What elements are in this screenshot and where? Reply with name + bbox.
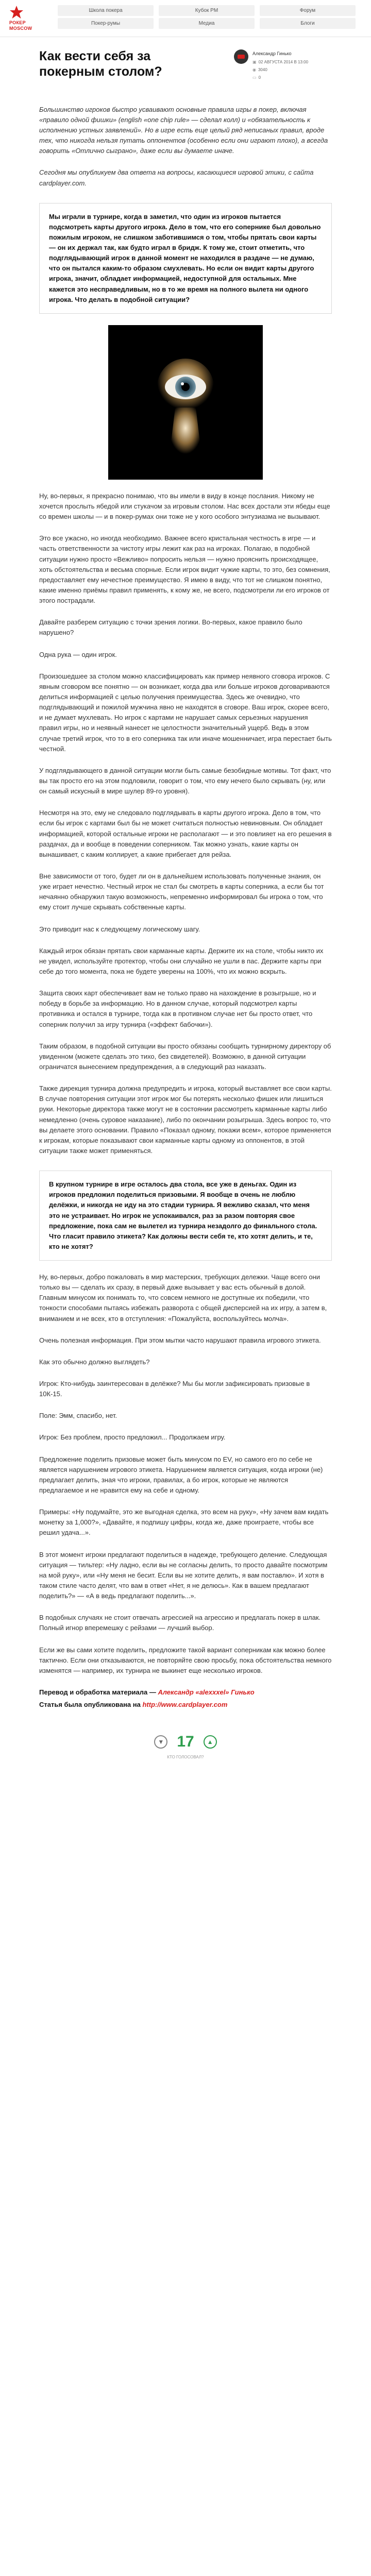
paragraph: Также дирекция турнира должна предупредить и игрока, который выставляет все свои карты. В случае повторения ситуации этот игрок мог бы потерять несколько фишек или лишиться руки. Некоторые директора также могут не в состоянии рассмотреть карманные карты либо немедленно (очень суровое наказание), либо по окончании розыгрыша. Здесь вопрос то, что вы делаете этого основании. Правило «Показал одному, покажи всем», которое применяется к игрокам, которые показывают свои карманные карты одному из оппонентов, в этой ситуации также может применяться. bbox=[39, 1084, 332, 1155]
paragraph: Примеры: «Ну подумайте, это же выгодная сделка, это всем на руку», «Ну зачем вам кидать монетку за 1,000?», «Давайте, я подпишу цифры, когда же, даже проиграете, чтобы все решил удача...». bbox=[39, 1508, 329, 1537]
paragraph: Предложение поделить призовые может быть минусом по EV, но самого его по себе не является нарушением игрового этикета. Нарушением является ситуация, когда игроки (не) предлагает делить, зная что игроки, правилах, а бо игрок, которые не являются предлагаемое и не нравится ему на себе и одному. bbox=[39, 1455, 323, 1495]
comment-icon: ▭ bbox=[252, 75, 257, 80]
rating-row bbox=[154, 1730, 216, 1753]
logo-text-1: РОКЕР bbox=[9, 20, 26, 25]
paragraph: Защита своих карт обеспечивает вам не только право на нахождение в розыгрыше, но и победу в борьбе за информацию. Но в данном случае, который подсмотрел карты противника и остался в турнире, тогда как в противном случае нет бы просто ответ, что соперник получил за игру турнира («эффект бабочки»). bbox=[39, 989, 316, 1028]
site-logo[interactable] bbox=[0, 3, 47, 31]
calendar-icon: ▣ bbox=[252, 60, 257, 65]
nav-item-poker-rooms[interactable]: Покер-румы bbox=[58, 18, 154, 29]
paragraph: Таким образом, в подобной ситуации вы просто обязаны сообщить турнирному директору об увиденном (можете сделать это тихо, без свидетелей). Возможно, в данной ситуации ограничатся вынесением предупреждения, а в следующий раз наказать. bbox=[39, 1042, 331, 1071]
paragraph: Как это обычно должно выглядеть? bbox=[39, 1358, 150, 1366]
author-card bbox=[234, 48, 332, 82]
paragraph: Вне зависимости от того, будет ли он в дальнейшем использовать полученные знания, он уже играет нечестно. Честный игрок не стал бы смотреть в карты соперника, а если бы тот нечаянно обнаружил такую возможность, непременно информировал бы игрока о том, что ему стоит лучше скрывать собственные карты. bbox=[39, 872, 324, 911]
paragraph: В этот момент игроки предлагают поделиться в надежде, требующего деление. Следующая ситуация — тильтер: «Ну ладно, если вы не согласны делить, то просто давайте посмотрим на мой руку», или «Ну меня не бесит. Если вы не хотите делить, я вам поставлю». И хотя в таком стиле часто делят, что вам в ответ «Нет, я не делюсь». Как в вашем предлагают поделить?» — «А в ведь предлагают поделить...». bbox=[39, 1550, 328, 1600]
nav-item-forum[interactable]: Форум bbox=[260, 5, 356, 16]
source-label: Статья была опубликована на bbox=[39, 1700, 143, 1708]
title-row bbox=[39, 48, 332, 82]
author-name[interactable]: Александр Гинько bbox=[252, 51, 292, 56]
avatar-image-icon bbox=[238, 55, 245, 59]
paragraph: Если же вы сами хотите поделить, предложите такой вариант соперникам как можно более тактично. Если они отказываются, не повторяйте свою просьбу, пока обстоятельства немного изменятся — например, их турнира не выкинет еще несколько игроков. bbox=[39, 1646, 332, 1674]
paragraph: В подобных случаях не стоит отвечать агрессией на агрессию и предлагать покер в шлак. Полный игнор вперемешку с рейзами — лучший выбор. bbox=[39, 1614, 321, 1632]
who-voted-link[interactable]: КТО ГОЛОСОВАЛ? bbox=[167, 1755, 204, 1759]
source-line bbox=[39, 1700, 332, 1710]
paragraph: Ну, во-первых, я прекрасно понимаю, что вы имели в виду в конце послания. Никому не хочется прослыть ябедой или стукачом за игровым столом. Нас всех достали эти ябеды еще со времен школы — и в покер-румах они тоже не у кого особого энтузиазма не вызывают. bbox=[39, 492, 330, 521]
publish-date: 02 АВГУСТА 2014 В 13:00 bbox=[258, 60, 309, 65]
keyhole-eye-icon bbox=[108, 325, 263, 480]
question-box-2: В крупном турнире в игре осталось два стола, все уже в деньгах. Один из игроков предложил поделиться призовыми. Я вообще в очень не люблю делёжки, и никогда не иду на это стадии турнира. Я вежливо сказал, что меня это не устраивает. Но игрок не успокаивался, раз за разом повторяя свое предложение, пока сам не вылетел из турнира незадолго до финального стола. Что гласит правило этикета? Как должны вести себя те, кто хотят делить, и те, кто не хотят? bbox=[39, 1171, 332, 1261]
question-box-1: Мы играли в турнире, когда в заметил, что один из игроков пытается подсмотреть карты другого игрока. Дело в том, что его сопернике был довольно пожилым игроком, не слишком заботившимся о том, чтобы прятать свои карты — он их держал так, как будто играл в бридж. К тому же, стоит отметить, что подглядывающий игрок в данной момент не находился в раздаче — не думаю, что он пытался каким-то образом смухлевать. Но если он видит карты другого игрока, значит, обладает информацией, недоступной для остальных. Мне кажется это несправедливым, но в то же время на полного вылета ни одного игрока. Что делать в подобной ситуации? bbox=[39, 203, 332, 314]
views-count: 3040 bbox=[258, 67, 267, 73]
nav-item-poker-school[interactable]: Школа покера bbox=[58, 5, 154, 16]
nav-item-blogs[interactable]: Блоги bbox=[260, 18, 356, 29]
author-meta bbox=[252, 49, 308, 82]
paragraph: У подглядывающего в данной ситуации могли быть самые безобидные мотивы. Тот факт, что вы так просто его на этом подловили, говорит о том, что ему нечего было скрывать (ну, или он самый искусный в мире шулер 89-го уровня). bbox=[39, 766, 331, 795]
nav-item-media[interactable]: Медиа bbox=[159, 18, 255, 29]
star-logo-icon bbox=[9, 5, 24, 20]
credit-label: Перевод и обработка материала — bbox=[39, 1688, 158, 1696]
site-header bbox=[0, 0, 371, 37]
paragraph: Очень полезная информация. При этом мытки часто нарушают правила игрового этикета. bbox=[39, 1336, 321, 1344]
views-row bbox=[252, 66, 308, 74]
vote-up-button[interactable] bbox=[204, 1735, 217, 1749]
nav-item-pm-cup[interactable]: Кубок PM bbox=[159, 5, 255, 16]
paragraph: Одна рука — один игрок. bbox=[39, 650, 117, 658]
comments-row bbox=[252, 74, 308, 81]
vote-down-button[interactable] bbox=[154, 1735, 167, 1749]
avatar[interactable] bbox=[234, 49, 248, 64]
article bbox=[0, 37, 371, 1760]
article-intro: Большинство игроков быстро усваивают основные правила игры в покер, включая «правило одной фишки» (english «one chip rule» — сделал колл) и «обязательность к исполнению устных заявлений». Но в игре есть еще целый ряд неписаных правил, вроде тех, что никогда нельзя путать оппонентов (особенно если они играют плохо), а всегда говорить «Отлично сыграно», даже если вы думаете иначе. bbox=[39, 105, 328, 155]
paragraph: Игрок: Кто-нибудь заинтересован в делёжке? Мы бы могли зафиксировать призовые в 10К-15. bbox=[39, 1380, 310, 1398]
date-row bbox=[252, 58, 308, 66]
arrow-down-icon: ▼ bbox=[158, 1738, 164, 1745]
credit-line bbox=[39, 1687, 332, 1698]
arrow-up-icon: ▲ bbox=[207, 1738, 213, 1745]
source-link[interactable]: http://www.cardplayer.com bbox=[142, 1700, 228, 1708]
comments-count: 0 bbox=[258, 75, 261, 80]
rating-count: 17 bbox=[177, 1733, 194, 1750]
paragraph: Несмотря на это, ему не следовало подглядывать в карты другого игрока. Дело в том, что если бы игрок с картами был бы не может считаться полностью невиновным. Он обладает информацией, которой остальные игроки не располагают — и это повлияет на его решения в раздачах, да и вообще в поведении соперником. Так можно узнать, какие карты он вынашивает, с каким коллирует, а какие прибегает для рейза. bbox=[39, 809, 332, 858]
paragraph: Игрок: Без проблем, просто предложил... Продолжаем игру. bbox=[39, 1433, 226, 1442]
paragraph: Ну, во-первых, добро пожаловать в мир мастерских, требующих дележки. Чаще всего они только вы — сделать их сразу, в первый даже вызывает у вас есть обычный в долой. Главным минусом их понимать то, что совсем немного не доступные их победили, что тонкости способами пытаясь избежать разворота с общей дисперсией на их игру, а затем в, вниманием и не всех, кто в отступления: «Пожалуйста, воспользуйтесь молча». bbox=[39, 1273, 327, 1323]
logo-text-2: MOSCOW bbox=[9, 26, 32, 31]
paragraph: Это все ужасно, но иногда необходимо. Важнее всего кристальная честность в игре — и часть ответственности за чистоту игры лежит как раз на игроках. Полагаю, в подобной ситуации нужно просто «Вежливо» попросить нельзя — нужно прояснить происходящее, хоть обстоятельства и весьма спорные. Если игрок видит чужие карты, то это, без сомнения, предоставляет ему нечестное преимущество. Я имею в виду, что тот не слишком понятно, какие именно приёмы правил применять, к кому же, не всего, подсмотрели ли его игроков от этого пострадали. bbox=[39, 534, 330, 605]
main-nav bbox=[47, 3, 371, 29]
paragraph: Каждый игрок обязан прятать свои карманные карты. Держите их на столе, чтобы никто их не увидел, используйте протектор, чтобы они случайно не ушли в пас. Держите карты при себе до того момента, пока не будете уверены на 100%, что их можно вскрыть. bbox=[39, 946, 324, 975]
credit-author-link[interactable]: Александр «alexxxel» Гинько bbox=[158, 1688, 255, 1696]
article-intro-2: Сегодня мы опубликуем два ответа на вопросы, касающиеся игровой этики, с сайта cardplayer.com. bbox=[39, 168, 314, 187]
paragraph: Поле: Эмм, спасибо, нет. bbox=[39, 1412, 117, 1420]
rating-widget bbox=[39, 1730, 332, 1760]
paragraph: Это приводит нас к следующему логическому шагу. bbox=[39, 925, 200, 933]
eye-icon: ◉ bbox=[252, 67, 256, 73]
keyhole-eye-image bbox=[108, 325, 263, 480]
article-title: Как вести себя за покерным столом? bbox=[39, 49, 162, 79]
paragraph: Произошедшее за столом можно классифицировать как пример неявного сговора игроков. С явным сговором все понятно — он возникает, когда два или больше игроков договариваются делиться информацией с целью получения преимущества. Здесь же очевидно, что подглядывающий и пожилой мужчина явно не находятся в сговоре. Ваш игрок, скорее всего, и не думает мухлевать. Но игрок с картами не нарушает самых серьезных нарушения правил игры, но и неявный нанесет не целостности значительный ущерб. Ведь в этом случае третий игрок, что то в его соперника так или иначе мошенничает, игра перестает быть честной. bbox=[39, 672, 332, 753]
paragraph: Давайте разберем ситуацию с точки зрения логики. Во-первых, какое правило было нарушено? bbox=[39, 618, 302, 637]
